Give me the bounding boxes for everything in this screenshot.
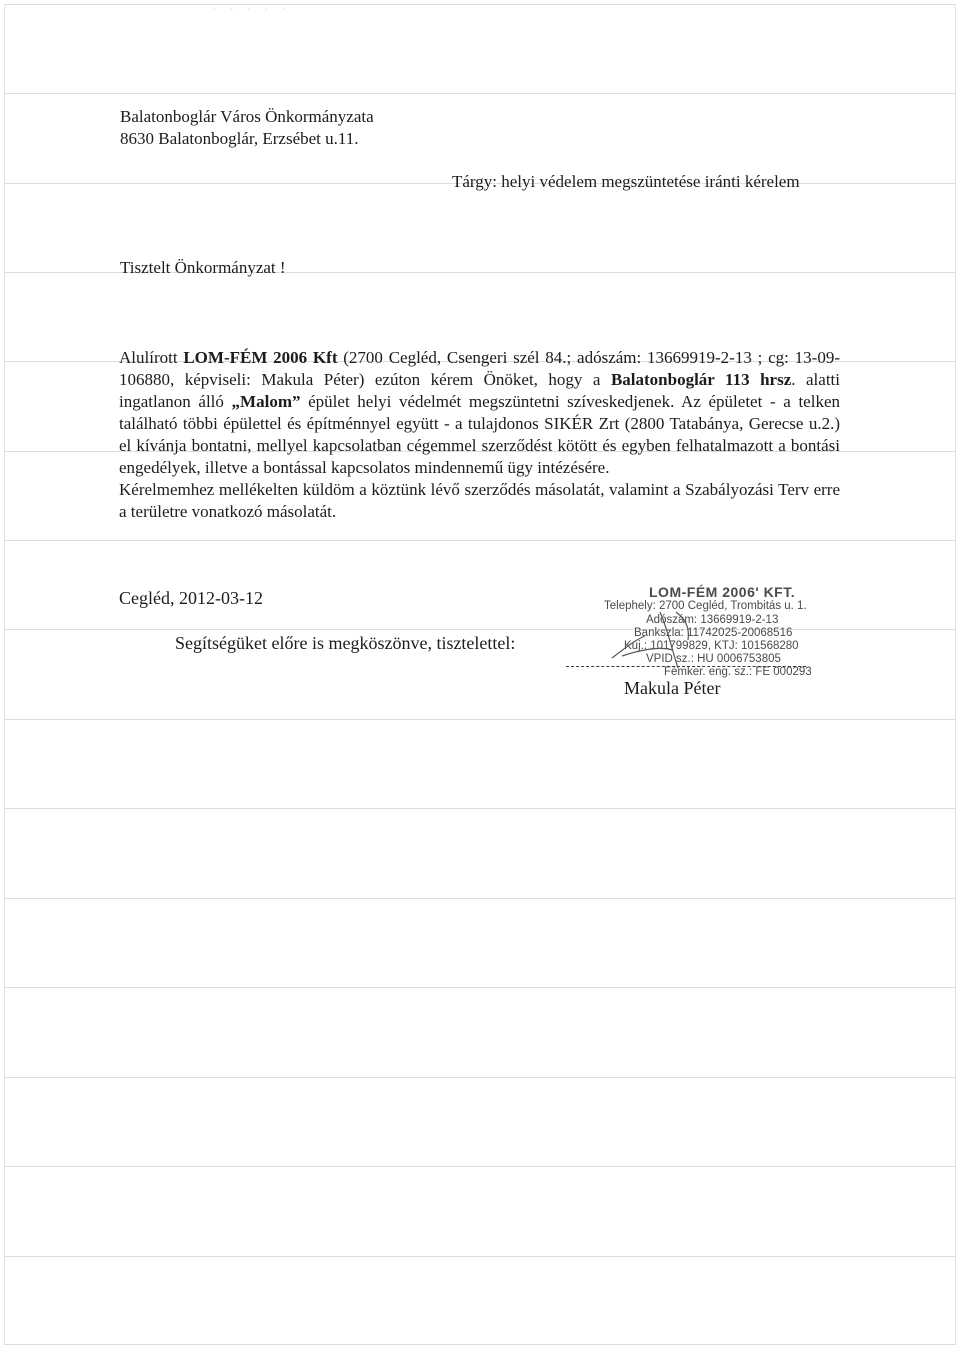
scan-line xyxy=(4,1344,956,1345)
scan-line xyxy=(4,719,956,720)
body-text-segment: Alulírott xyxy=(119,348,184,367)
closing-line: Segítségüket előre is megköszönve, tisztelettel: xyxy=(175,633,516,653)
scan-line xyxy=(4,808,956,809)
body-text-segment: (2700 Cegléd, Csengeri szél 84.; adószám: 13669919-2-13 ; cg: 13-09-106880, képviseli: Makula Péter) ezúton kérem Önöket, hogy a xyxy=(119,348,840,389)
stamp-line: Kuj.: 101799829, KTJ: 101568280 xyxy=(624,640,799,652)
building-name: „Malom” xyxy=(231,392,301,411)
scan-line xyxy=(4,1256,956,1257)
property-location: Balatonboglár 113 hrsz xyxy=(610,370,792,389)
signer-name: Makula Péter xyxy=(624,678,721,698)
body-text-segment: . alatti ingatlanon álló xyxy=(119,370,840,411)
stamp-line: VPID sz.: HU 0006753805 xyxy=(646,653,781,665)
scan-line xyxy=(4,1077,956,1078)
stamp-line: Telephely: 2700 Cegléd, Trombitás u. 1. xyxy=(604,600,807,612)
scan-line xyxy=(4,987,956,988)
stamp-line: Adószám: 13669919-2-13 xyxy=(646,614,779,626)
scan-line xyxy=(4,1166,956,1167)
body-paragraph-2: Kérelmemhez mellékelten küldöm a köztünk lévő szerződés másolatát, valamint a Szabályozási Terv erre a területre vonatkozó másolatát. xyxy=(119,480,840,521)
scan-artifact: · · · · · xyxy=(213,4,291,14)
date-line: Cegléd, 2012-03-12 xyxy=(119,588,263,608)
company-name: LOM-FÉM 2006 Kft xyxy=(183,348,338,367)
stamp-line: Fémker. eng. sz.: FE 000293 xyxy=(664,666,812,678)
body-text-segment: épület helyi védelmét megszüntetni szíveskedjenek. Az épületet - a telken található többi épülettel és építménnyel együtt - a tulajdonos SIKÉR Zrt (2800 Tatabánya, Gerecse u.2.) el kívánja bontatni, mellyel kapcsolatban cégemmel szerződést kötött és egyben felhatalmazott a bontási engedélyek, illetve a bontással kapcsolatos mindennemű ügy intézésére. xyxy=(119,392,840,477)
scan-line xyxy=(4,898,956,899)
signature-line xyxy=(566,666,806,667)
greeting: Tisztelt Önkormányzat ! xyxy=(120,258,286,277)
stamp-title: LOM-FÉM 2006' KFT. xyxy=(649,584,796,600)
recipient-name: Balatonboglár Város Önkormányzata xyxy=(120,107,374,126)
recipient-address: 8630 Balatonboglár, Erzsébet u.11. xyxy=(120,129,359,148)
stamp-line: Bankszla: 11742025-20068516 xyxy=(634,627,793,639)
subject-line: Tárgy: helyi védelem megszüntetése iránti kérelem xyxy=(452,172,800,191)
